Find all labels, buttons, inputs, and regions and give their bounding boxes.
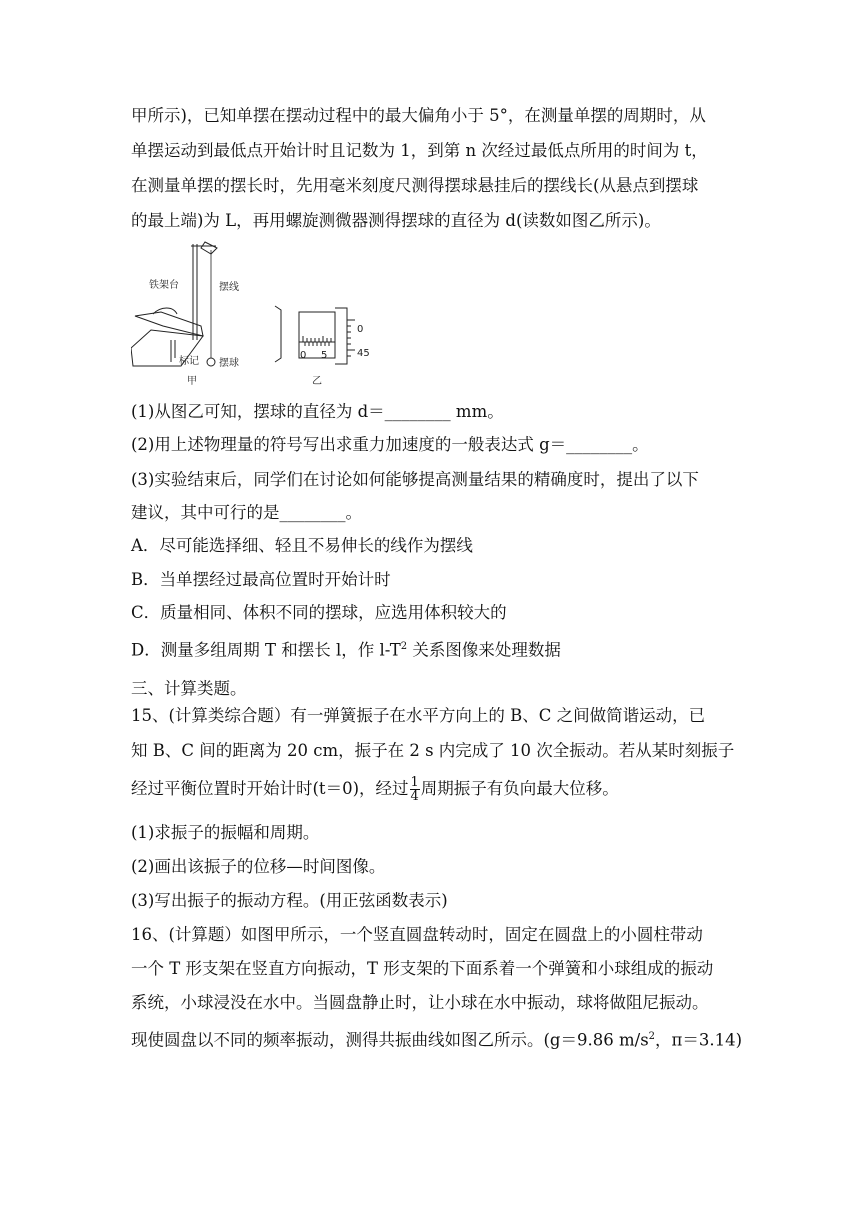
q15-line-3-text: 经过平衡位置时开始计时(t＝0)，经过	[131, 779, 409, 798]
intro-line-1: 甲所示)，已知单摆在摆动过程中的最大偏角小于 5°，在测量单摆的周期时，从	[131, 106, 706, 125]
q15-sub-2: (2)画出该振子的位移—时间图像。	[131, 857, 386, 876]
section-heading-3: 三、计算类题。	[131, 679, 247, 698]
label-yi: 乙	[312, 376, 322, 387]
q16-line-3: 系统，小球浸没在水中。当圆盘静止时，让小球在水中振动，球将做阻尼振动。	[131, 993, 709, 1012]
label-mark: 标记	[179, 356, 199, 367]
q16-line-4	[131, 1026, 742, 1052]
q15-line-3	[131, 776, 619, 803]
intro-line-3: 在测量单摆的摆长时，先用毫米刻度尺测得摆球悬挂后的摆线长(从悬点到摆球	[131, 176, 699, 195]
pendulum-stand-drawing	[131, 242, 217, 366]
label-stand: 铁架台	[149, 280, 179, 291]
fraction-numerator: 1	[410, 775, 419, 790]
q14-option-d-text-end: 关系图像来处理数据	[407, 640, 561, 660]
fraction-denominator: 4	[410, 789, 419, 804]
q16-line-4-sup: 2	[648, 1031, 656, 1042]
experiment-figure	[131, 240, 391, 390]
q14-part-3-line-2: 建议，其中可行的是________。	[131, 503, 362, 522]
thimble-scale-45: 45	[357, 348, 370, 359]
intro-line-2: 单摆运动到最低点开始计时且记数为 1，到第 n 次经过最低点所用的时间为 t，	[131, 141, 708, 160]
q15-line-2: 知 B、C 间的距离为 20 cm，振子在 2 s 内完成了 10 次全振动。若从某时刻振子	[131, 741, 735, 760]
q14-option-b: B．当单摆经过最高位置时开始计时	[131, 570, 391, 589]
q16-line-4-text: 现使圆盘以不同的频率振动，测得共振曲线如图乙所示。(g＝9.86 m/s	[131, 1030, 649, 1050]
thimble-scale-0: 0	[357, 324, 364, 335]
q14-part-1: (1)从图乙可知，摆球的直径为 d＝________ mm。	[131, 402, 504, 421]
label-string: 摆线	[219, 282, 239, 293]
q14-option-c: C．质量相同、体积不同的摆球，应选用体积较大的	[131, 603, 507, 622]
q14-part-3-line-1: (3)实验结束后，同学们在讨论如何能够提高测量结果的精确度时，提出了以下	[131, 470, 699, 489]
q16-line-1: 16、(计算题）如图甲所示，一个竖直圆盘转动时，固定在圆盘上的小圆柱带动	[131, 925, 703, 944]
q14-option-d	[131, 636, 561, 662]
q16-line-4-text-end: ，π＝3.14)	[655, 1030, 743, 1050]
intro-line-4: 的最上端)为 L，再用螺旋测微器测得摆球的直径为 d(读数如图乙所示)。	[131, 211, 661, 230]
q16-line-2: 一个 T 形支架在竖直方向振动，T 形支架的下面系着一个弹簧和小球组成的振动	[131, 959, 714, 978]
q15-line-1: 15、(计算类综合题）有一弹簧振子在水平方向上的 B、C 之间做简谐运动，已	[131, 706, 706, 725]
pendulum-and-micrometer-diagram	[131, 240, 391, 390]
micrometer-drawing	[275, 306, 355, 364]
main-scale-5: 5	[321, 350, 328, 361]
q14-part-2: (2)用上述物理量的符号写出求重力加速度的一般表达式 g＝________。	[131, 435, 649, 454]
q14-option-d-sup: 2	[400, 641, 408, 652]
q15-sub-1: (1)求振子的振幅和周期。	[131, 823, 320, 842]
q15-sub-3: (3)写出振子的振动方程。(用正弦函数表示)	[131, 891, 448, 910]
quarter-fraction	[410, 776, 420, 803]
q14-option-d-text: D．测量多组周期 T 和摆长 l，作 l-T	[131, 640, 401, 660]
main-scale-0: 0	[300, 350, 307, 361]
q15-line-3-text-end: 周期振子有负向最大位移。	[420, 779, 619, 798]
label-jia: 甲	[187, 376, 197, 387]
q14-option-a: A．尽可能选择细、轻且不易伸长的线作为摆线	[131, 536, 473, 555]
label-ball: 摆球	[219, 358, 239, 369]
